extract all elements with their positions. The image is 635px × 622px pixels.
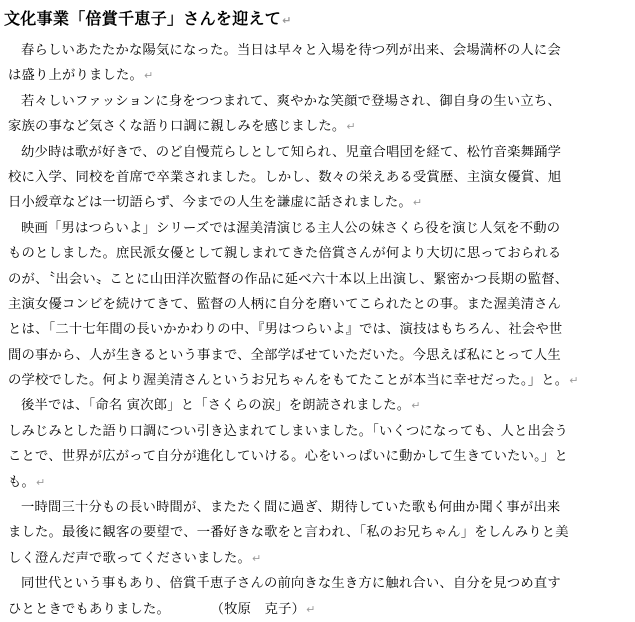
paragraph-mark: ↵: [282, 14, 292, 27]
text-line: [8, 140, 628, 165]
paragraph-mark: ↵: [251, 551, 262, 565]
text-line-content: 幼少時は歌が好きで、のど自慢荒らしとして知られ、児童合唱団を経て、松竹音楽舞踊学: [21, 144, 562, 160]
text-line: [8, 470, 628, 495]
text-line-content: ものとしました。庶民派女優として親しまれてきた倍賞さんが何より大切に思っておられる: [8, 246, 562, 262]
text-line: [8, 597, 628, 622]
text-line-content: のが、〝出会い〟ことに山田洋次監督の作品に延べ六十本以上出演し、緊密かつ長期の監督、: [8, 271, 569, 287]
text-line: [8, 267, 628, 292]
text-line-content: しみじみとした語り口調につい引き込まれてしまいました。「いくつになっても、人と出会う: [8, 423, 568, 439]
text-line: [8, 38, 628, 63]
text-line-content: 家族の事など気さくな語り口調に親しみを感じました。: [8, 119, 346, 135]
text-line-content: とは、「二十七年間の長いかかわりの中、『男はつらいよ』では、演技はもちろん、社会や世: [8, 322, 563, 338]
text-line: [8, 393, 628, 418]
text-line: [8, 216, 628, 241]
text-line: [8, 317, 628, 342]
text-line: [8, 114, 628, 139]
text-line-content: 同世代という事もあり、倍賞千恵子さんの前向きな生き方に触れ合い、自分を見つめ直す: [21, 576, 561, 592]
text-line: [8, 63, 628, 88]
text-line-content: 後半では、「命名 寅次郎」と「さくらの涙」を朗読されました。: [21, 398, 411, 414]
text-line: [8, 444, 628, 469]
document-title: [4, 6, 292, 29]
text-line-content: 間の事から、人が生きるという事まで、全部学ばせていただいた。今思えば私にとって人生: [8, 347, 561, 363]
text-line-content: しく澄んだ声で歌ってくださいました。: [8, 550, 251, 566]
paragraph-mark: ↵: [412, 196, 423, 210]
paragraph-mark: ↵: [569, 374, 579, 388]
text-line: [8, 546, 628, 571]
text-line: [8, 89, 628, 114]
paragraph-mark: ↵: [411, 399, 421, 413]
text-line: [8, 190, 628, 215]
text-line: [8, 520, 628, 545]
text-line-content: も。: [8, 474, 35, 490]
text-line: [8, 292, 628, 317]
text-line-content: 映画「男はつらいよ」シリーズでは渥美清演じる主人公の妹さくら役を演じ人気を不動の: [21, 220, 561, 236]
document-title-text: 文化事業「倍賞千恵子」さんを迎えて: [4, 9, 282, 28]
text-line: [8, 165, 628, 190]
document-body: [8, 38, 628, 622]
text-line: [8, 495, 628, 520]
text-line-content: 日小綬章などは一切語らず、今までの人生を謙虚に話されました。: [8, 195, 412, 211]
text-line-content: は盛り上がりました。: [8, 68, 143, 84]
text-line-content: ことで、世界が広がって自分が進化していける。心をいっぱいに動かして生きていたい。」と: [8, 449, 568, 465]
paragraph-mark: ↵: [36, 475, 46, 489]
text-line-content: 春らしいあたたかな陽気になった。当日は早々と入場を待つ列が出来、会場満杯の人に会: [21, 43, 561, 58]
text-line: [8, 571, 628, 596]
text-line-content: ました。最後に観客の要望で、一番好きな歌をと言われ、「私のお兄ちゃん」をしんみりと美: [8, 525, 569, 541]
text-line-content: 一時間三十分もの長い時間が、またたく間に過ぎ、期待していた歌も何曲か聞く事が出来: [21, 500, 561, 516]
text-line-content: 主演女優コンビを続けてきて、監督の人柄に自分を磨いてこられたとの事。また渥美清さん: [8, 296, 562, 312]
paragraph-mark: ↵: [346, 120, 356, 134]
text-line: [8, 419, 628, 444]
text-line: [8, 241, 628, 266]
text-line: [8, 368, 628, 393]
paragraph-mark: ↵: [143, 69, 154, 83]
text-line-content: ひとときでもありました。 （牧原 克子）: [8, 601, 306, 617]
text-line: [8, 343, 628, 368]
text-line-content: 若々しいファッションに身をつつまれて、爽やかな笑顔で登場され、御自身の生い立ち、: [21, 93, 561, 109]
paragraph-mark: ↵: [306, 602, 316, 616]
text-line-content: の学校でした。何より渥美清さんというお兄ちゃんをもてたことが本当に幸せだった。」と。: [8, 373, 569, 389]
text-line-content: 校に入学、同校を首席で卒業されました。しかし、数々の栄えある受賞歴、主演女優賞、旭: [8, 169, 562, 185]
